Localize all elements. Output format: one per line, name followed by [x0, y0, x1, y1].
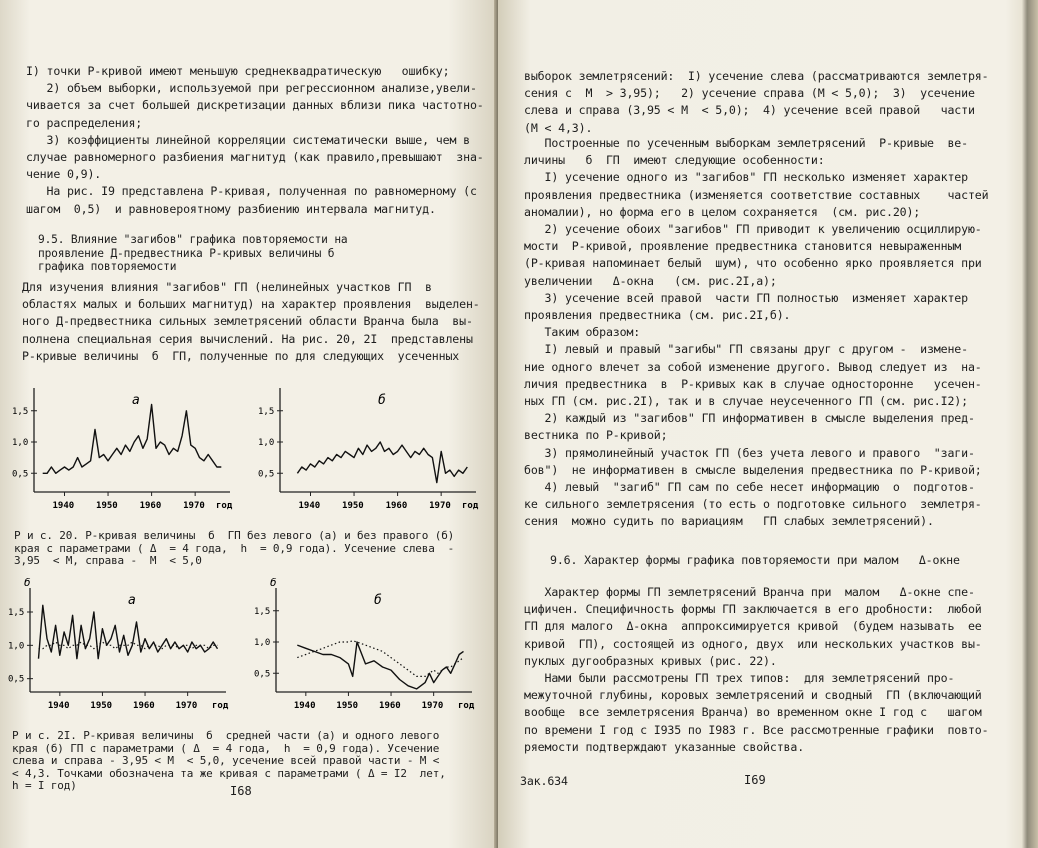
text-line: Для изучения влияния "загибов" ГП (нелинейных участков ГП в: [22, 280, 432, 294]
figure-20: [0, 378, 498, 528]
order-number: Зак.634: [520, 774, 568, 788]
text-line: ряемости подтверждают указанные свойства.: [524, 739, 805, 754]
x-tick-label: 1960: [379, 701, 401, 711]
text-line: 3) усечение всей правой части ГП полностью изменяет характер: [524, 290, 968, 305]
text-line: полнена специальная серия вычислений. На рис. 20, 2I представлены: [22, 331, 473, 346]
y-tick-label: 0,5: [12, 469, 29, 480]
right-text-block-2: [524, 135, 988, 531]
text-line: Р-кривые величины б ГП, полученные по для следующих усеченных: [22, 348, 460, 363]
x-tick-label: 1970: [175, 701, 198, 711]
text-line: I) левый и правый "загибы" ГП связаны друг с другом - измене-: [524, 342, 968, 357]
text-line: ке сильного землетрясения (то есть о подготовке сильного землетря-: [524, 497, 982, 512]
right-text-block-1: [524, 68, 988, 137]
text-line: слева и справа (3,95 < М < 5,0); 4) усечение всей правой части: [524, 103, 975, 118]
figure-21-panel-b: [254, 578, 475, 711]
text-line: 2) каждый из "загибов" ГП информативен в смысле выделения пред-: [524, 411, 975, 426]
series-line: [43, 405, 222, 474]
x-tick-label: 1940: [298, 501, 321, 511]
y-tick-label: 0,5: [8, 674, 25, 685]
figure-20-panel-b: [258, 388, 479, 511]
series-line: [297, 642, 463, 689]
text-line: ных ГП (см. рис.2I), так и в случае неусеченного ГП (см. рис.I2);: [524, 394, 968, 409]
text-line: 3) коэффициенты линейной корреляции систематически выше, чем в: [26, 132, 470, 147]
panel-label: а: [132, 393, 140, 408]
text-line: проявления предвестника (см. рис.2I,б).: [524, 308, 791, 323]
text-line: 4) левый "загиб" ГП сам по себе несет информацию о подготов-: [524, 480, 975, 495]
figure-21: [0, 578, 498, 728]
figure-21-caption: [12, 730, 446, 793]
x-tick-label: 1940: [47, 701, 70, 711]
caption-line: края (б) ГП с параметрами ( Δ = 4 года, h = 0,9 года). Усечение: [12, 741, 440, 755]
text-line: выборок землетрясений: I) усечение слева (рассматриваются землетря-: [524, 69, 989, 83]
y-tick-label: 1,5: [8, 608, 25, 618]
x-tick-label: 1970: [429, 501, 451, 511]
y-axis-symbol: б: [270, 578, 277, 589]
x-tick-label: 1950: [342, 501, 364, 511]
y-tick-label: 1,0: [8, 641, 25, 652]
heading-line: графика повторяемости: [38, 260, 177, 273]
text-line: мости Р-кривой, проявление предвестника становится невыраженным: [524, 239, 962, 254]
x-tick-label: 1950: [90, 701, 113, 711]
section-heading-9-6: 9.6. Характер формы графика повторяемости при малом Δ-окне: [550, 553, 960, 567]
text-line: увеличении Δ-окна (см. рис.2I,а);: [524, 273, 777, 288]
y-tick-label: 1,5: [254, 606, 271, 617]
caption-line: слева и справа - 3,95 < М < 5,0, усечение всей правой части - М <: [12, 754, 440, 768]
text-line: чение 0,9).: [26, 167, 102, 182]
x-tick-label: 1940: [293, 701, 316, 711]
text-line: Нами были рассмотрены ГП трех типов: для землетрясений про-: [524, 671, 955, 686]
text-line: пуклых дугообразных кривых (рис. 22).: [524, 653, 777, 668]
right-page: [498, 0, 1038, 848]
panel-label: а: [128, 593, 136, 608]
text-line: проявления предвестника (изменяется соответствие составных частей: [524, 187, 989, 202]
x-tick-label: 1960: [385, 501, 408, 511]
text-line: сения с М > 3,95); 2) усечение справа (М < 5,0); 3) усечение: [524, 86, 975, 101]
x-tick-label: 1970: [421, 701, 444, 711]
text-line: 3) прямолинейный участок ГП (без учета левого и правого "заги-: [524, 445, 975, 460]
figure-20-caption: [14, 530, 454, 568]
y-tick-label: 0,5: [258, 469, 275, 480]
text-line: (Р-кривая напоминает белый шум), что особенно ярко проявляется при: [524, 256, 982, 271]
panel-label: б: [374, 593, 382, 608]
text-line: личия предвестника в Р-кривых как в случае односторонне усечен-: [524, 376, 982, 391]
y-tick-label: 1,0: [12, 438, 29, 448]
text-line: ного Д-предвестника сильных землетрясений области Вранча была вы-: [22, 314, 473, 329]
y-tick-label: 0,5: [254, 669, 271, 680]
text-line: аномалии), но форма его в целом сохраняется (см. рис.20);: [524, 204, 921, 219]
left-paragraph: [22, 279, 480, 365]
text-line: ГП для малого Δ-окна аппроксимируется кривой (будем называть ее: [524, 619, 982, 634]
caption-line: 3,95 < М, справа - М < 5,0: [14, 554, 202, 568]
text-line: сения можно судить по вариациям ГП слабых землетрясений).: [524, 514, 934, 529]
text-line: вообще все землетрясения Вранча) во временном окне I год с шагом: [524, 705, 982, 720]
text-line: I) усечение одного из "загибов" ГП несколько изменяет характер: [524, 170, 968, 185]
x-axis-unit-label: год: [462, 501, 479, 511]
left-top-text: [26, 63, 484, 218]
text-line: межуточной глубины, коровых землетрясений и сводный ГП (включающий: [524, 688, 982, 703]
section-heading-9-5: [38, 233, 348, 274]
text-line: 2) объем выборки, используемой при регрессионном анализе,увели-: [26, 81, 477, 96]
x-tick-label: 1960: [139, 501, 162, 511]
text-line: личины б ГП имеют следующие особенности:: [524, 153, 825, 168]
x-tick-label: 1960: [133, 701, 155, 711]
caption-line: Р и с. 20. Р-кривая величины б ГП без левого (а) и без правого (б): [14, 529, 455, 542]
text-line: бов") не информативен в смысле выделения предвестника по Р-кривой;: [524, 462, 982, 477]
heading-line: проявление Д-предвестника Р-кривых величины б: [38, 246, 335, 260]
page-number-right: I69: [744, 773, 766, 787]
x-axis-unit-label: год: [216, 501, 233, 511]
y-tick-label: 1,0: [258, 438, 275, 448]
figure-21-panel-a: [8, 578, 229, 711]
x-tick-label: 1970: [183, 501, 205, 511]
text-line: ние одного влечет за собой изменение другого. Вывод следует из на-: [524, 359, 982, 374]
text-line: чивается за счет большей дискретизации данных вблизи пика частотно-: [26, 98, 484, 113]
text-line: вестника по Р-кривой;: [524, 428, 668, 443]
caption-line: края с параметрами ( Δ = 4 года, h = 0,9 года). Усечение слева -: [14, 541, 455, 555]
series-dotted-line: [297, 641, 463, 677]
text-line: На рис. I9 представлена Р-кривая, полученная по равномерному (с: [26, 184, 477, 199]
caption-line: h = I год): [12, 779, 77, 793]
caption-line: < 4,3. Точками обозначена та же кривая с параметрами ( Δ = I2 лет,: [12, 766, 446, 780]
text-line: шагом 0,5) и равновероятному разбиению интервала магнитуд.: [26, 201, 436, 216]
y-tick-label: 1,0: [254, 638, 271, 648]
x-axis-unit-label: год: [212, 701, 229, 711]
text-line: Таким образом:: [524, 325, 641, 340]
page-number-left: I68: [230, 784, 252, 798]
text-line: Характер формы ГП землетрясений Вранча при малом Δ-окне спе-: [524, 585, 975, 599]
text-line: го распределения;: [26, 115, 143, 130]
x-tick-label: 1950: [96, 501, 118, 511]
caption-line: Р и с. 2I. Р-кривая величины б средней части (а) и одного левого: [12, 729, 440, 742]
text-line: (М < 4,3).: [524, 120, 593, 135]
figure-20-panel-a: [12, 388, 233, 511]
series-line: [39, 605, 218, 658]
heading-line: 9.5. Влияние "загибов" графика повторяемости на: [38, 233, 348, 246]
y-tick-label: 1,5: [258, 406, 275, 417]
left-page: [0, 0, 498, 848]
panel-label: б: [378, 393, 386, 408]
text-line: цифичен. Специфичность формы ГП заключается в его дробности: любой: [524, 602, 982, 617]
right-text-block-3: [524, 584, 988, 756]
text-line: по времени I год с I935 по I983 г. Все рассмотренные графики повто-: [524, 722, 989, 737]
x-axis-unit-label: год: [458, 701, 475, 711]
text-line: кривой ГП), состоящей из одного, двух или нескольких участков вы-: [524, 636, 982, 651]
text-line: областях малых и больших магнитуд) на характер проявления выделен-: [22, 297, 480, 312]
y-axis-symbol: б: [24, 578, 31, 589]
text-line: Построенные по усеченным выборкам землетрясений Р-кривые ве-: [524, 136, 968, 150]
x-tick-label: 1940: [52, 501, 75, 511]
text-line: 2) усечение обоих "загибов" ГП приводит к увеличению осциллирую-: [524, 222, 982, 237]
text-line: случае равномерного разбиения магнитуд (как правило,превышают зна-: [26, 150, 484, 165]
x-tick-label: 1950: [336, 701, 359, 711]
series-line: [297, 442, 467, 483]
text-line: I) точки Р-кривой имеют меньшую среднеквадратическую ошибку;: [26, 64, 450, 78]
y-tick-label: 1,5: [12, 406, 29, 417]
